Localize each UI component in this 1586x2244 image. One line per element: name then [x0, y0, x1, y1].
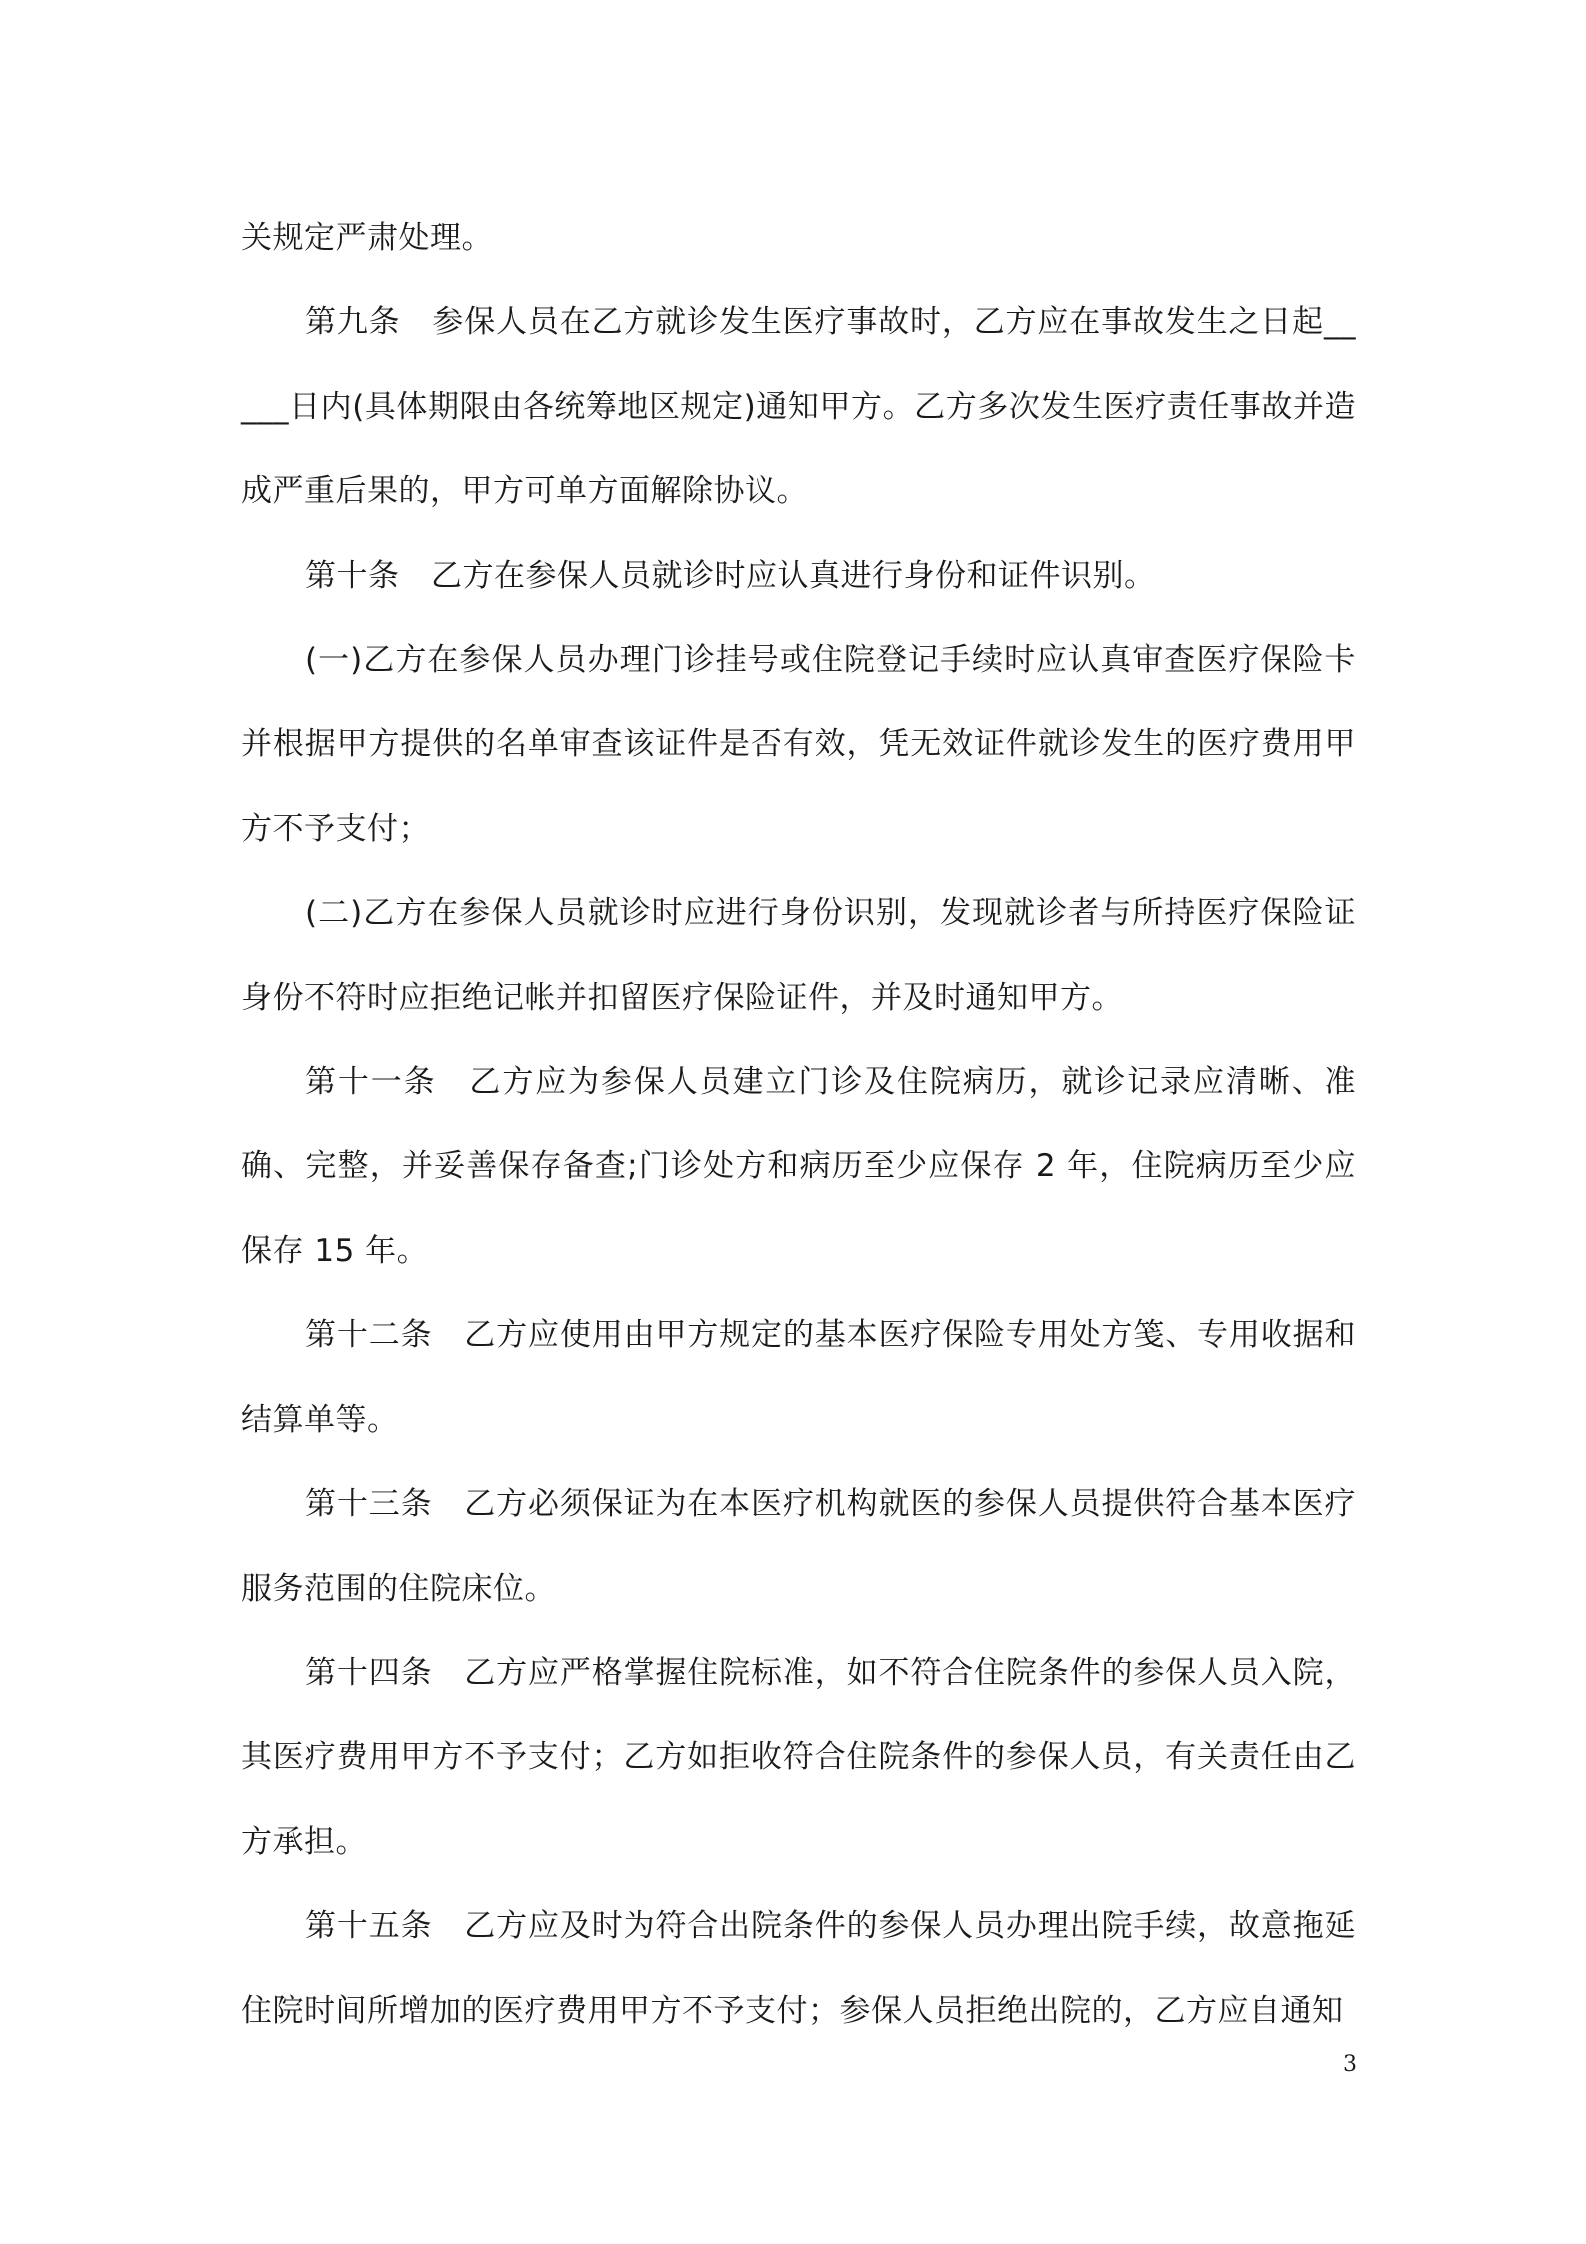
article-10-item-2: (二)乙方在参保人员就诊时应进行身份识别，发现就诊者与所持医疗保险证身份不符时应拒绝记帐并扣留医疗保险证件，并及时通知甲方。	[241, 895, 1356, 1016]
article-10-item-1: (一)乙方在参保人员办理门诊挂号或住院登记手续时应认真审查医疗保险卡并根据甲方提供的名单审查该证件是否有效，凭无效证件就诊发生的医疗费用甲方不予支付；	[241, 642, 1356, 847]
article-13: 第十三条 乙方必须保证为在本医疗机构就医的参保人员提供符合基本医疗服务范围的住院床位。	[241, 1486, 1356, 1607]
document-body	[241, 196, 1356, 2053]
article-11: 第十一条 乙方应为参保人员建立门诊及住院病历，就诊记录应清晰、准确、完整，并妥善保存备查;门诊处方和病历至少应保存 2 年，住院病历至少应保存 15 年。	[241, 1064, 1356, 1269]
article-15: 第十五条 乙方应及时为符合出院条件的参保人员办理出院手续，故意拖延住院时间所增加的医疗费用甲方不予支付；参保人员拒绝出院的，乙方应自通知	[241, 1908, 1356, 2029]
article-14: 第十四条 乙方应严格掌握住院标准，如不符合住院条件的参保人员入院，其医疗费用甲方不予支付；乙方如拒收符合住院条件的参保人员，有关责任由乙方承担。	[241, 1654, 1356, 1860]
page-number: 3	[1343, 2052, 1357, 2077]
paragraph-continuation: 关规定严肃处理。	[241, 220, 493, 256]
article-9: 第九条 参保人员在乙方就诊发生医疗事故时，乙方应在事故发生之日起_____日内(具体期限由各统筹地区规定)通知甲方。乙方多次发生医疗责任事故并造成严重后果的，甲方可单方面解除协议。	[241, 304, 1356, 510]
article-10: 第十条 乙方在参保人员就诊时应认真进行身份和证件识别。	[305, 557, 1156, 594]
article-12: 第十二条 乙方应使用由甲方规定的基本医疗保险专用处方笺、专用收据和结算单等。	[241, 1317, 1356, 1438]
